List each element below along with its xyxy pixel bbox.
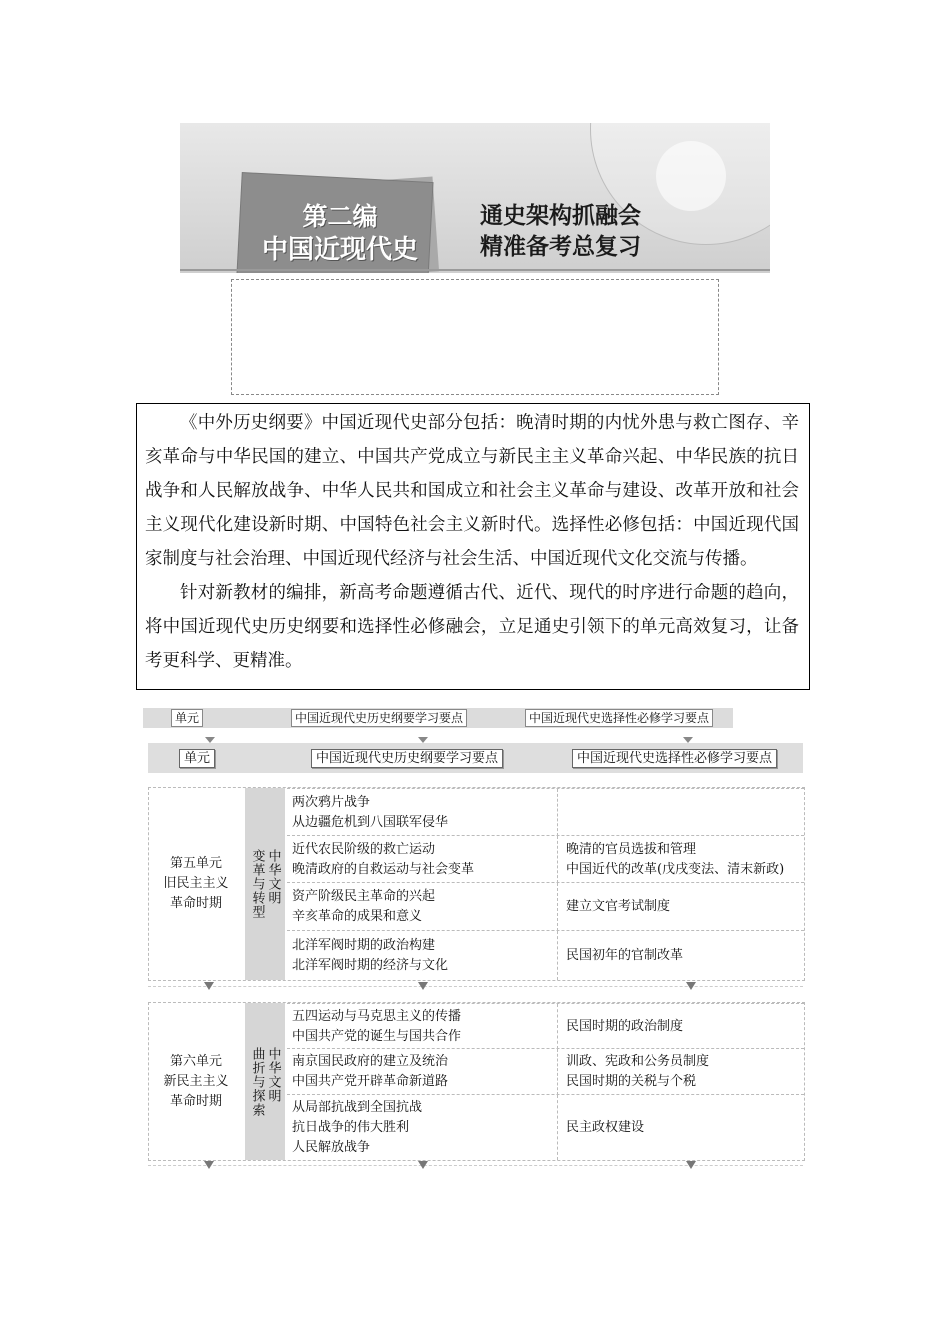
flow-arrows	[148, 1159, 803, 1173]
ghost-header-unit: 单元	[171, 709, 203, 727]
theme-column: 曲折与探索	[249, 1046, 265, 1117]
outline-cell	[287, 1095, 560, 1160]
header-outline: 中国近现代史历史纲要学习要点	[311, 749, 503, 768]
slogan-line-1: 通史架构抓融会	[480, 203, 641, 229]
banner-divider	[180, 269, 770, 271]
outline-item: 晚清政府的自救运动与社会变革	[292, 861, 475, 877]
theme-column: 变革与转型	[249, 849, 265, 919]
elective-item: 民国时期的政治制度	[566, 1018, 684, 1034]
header-pointer	[205, 737, 215, 743]
outline-item: 抗日战争的伟大胜利	[292, 1119, 410, 1135]
header-unit: 单元	[179, 749, 215, 768]
theme-column: 中华文明	[265, 1046, 281, 1103]
outline-cell	[287, 1049, 560, 1095]
elective-cell	[557, 931, 804, 980]
elective-cell	[557, 1004, 804, 1049]
outline-cell	[287, 931, 560, 980]
slogan	[480, 201, 641, 263]
subject-label: 中国近现代史	[261, 235, 418, 265]
table-header	[148, 743, 803, 773]
unit-name-cell	[149, 788, 243, 980]
flow-arrows	[148, 980, 803, 994]
elective-cell	[557, 1095, 804, 1160]
unit-name-line: 第五单元	[169, 856, 222, 871]
outline-item: 人民解放战争	[292, 1139, 371, 1155]
elective-item: 训政、宪政和公务员制度	[566, 1054, 710, 1069]
chapter-banner	[180, 123, 770, 273]
outline-item: 从边疆危机到八国联军侵华	[292, 814, 449, 830]
outline-cell	[287, 836, 560, 883]
outline-item: 两次鸦片战争	[292, 794, 371, 810]
header-pointer	[683, 737, 693, 743]
intro-box	[136, 403, 810, 690]
header-pointer	[418, 737, 428, 743]
outline-item: 从局部抗战到全国抗战	[292, 1099, 423, 1115]
unit-name-line: 旧民主主义	[163, 876, 229, 891]
table-row	[287, 882, 804, 931]
elective-item: 民国时期的关税与个税	[566, 1074, 697, 1089]
table-row	[287, 1048, 804, 1095]
unit-block-6	[148, 1002, 805, 1161]
intro-paragraph-1: 《中外历史纲要》中国近现代史部分包括：晚清时期的内忧外患与救亡图存、辛亥革命与中华民国的建立、中国共产党成立与新民主主义革命兴起、中华民族的抗日战争和人民解放战争、中华人民共和国成立和社会主义革命与建设、改革开放和社会主义现代化建设新时期、中国特色社会主义新时代。选择性必修包括：中国近现代国家制度与社会治理、中国近现代经济与社会生活、中国近现代文化交流与传播。	[145, 413, 799, 569]
header-elective: 中国近现代史选择性必修学习要点	[572, 749, 777, 768]
theme-cell	[245, 1003, 285, 1160]
outline-item: 北洋军阀时期的政治构建	[292, 937, 436, 953]
down-arrow-icon	[686, 982, 696, 990]
elective-cell	[557, 789, 804, 836]
unit-name-cell	[149, 1003, 243, 1160]
elective-cell	[557, 836, 804, 883]
outline-cell	[287, 883, 560, 931]
outline-item: 中国共产党的诞生与国共合作	[292, 1028, 462, 1044]
down-arrow-icon	[418, 1161, 428, 1169]
header-ghost-strip	[143, 708, 733, 728]
edition-label: 第二编	[302, 202, 378, 231]
outline-item: 辛亥革命的成果和意义	[292, 909, 423, 924]
table-row	[287, 930, 804, 980]
outline-item: 北洋军阀时期的经济与文化	[292, 957, 449, 973]
elective-item: 民主政权建设	[566, 1119, 645, 1135]
elective-cell	[557, 883, 804, 931]
unit-name-line: 革命时期	[169, 1093, 222, 1109]
elective-item: 中国近代的改革(戊戌变法、清末新政)	[566, 861, 785, 877]
elective-cell	[557, 1049, 804, 1095]
outline-item: 南京国民政府的建立及统治	[292, 1054, 449, 1069]
table-row	[287, 835, 804, 883]
intro-paragraph-2: 针对新教材的编排，新高考命题遵循古代、近代、现代的时序进行命题的趋向，将中国近现代史历史纲要和选择性必修融会，立足通史引领下的单元高效复习，让备考更科学、更精准。	[145, 583, 799, 671]
theme-column: 中华文明	[265, 849, 281, 905]
down-arrow-icon	[204, 982, 214, 990]
table-row	[287, 1003, 804, 1049]
elective-item: 晚清的官员选拔和管理	[566, 841, 697, 857]
unit-block-5	[148, 787, 805, 981]
outline-cell	[287, 789, 560, 836]
ghost-header-elective: 中国近现代史选择性必修学习要点	[525, 709, 713, 727]
outline-item: 资产阶级民主革命的兴起	[292, 889, 436, 904]
down-arrow-icon	[204, 1161, 214, 1169]
down-arrow-icon	[418, 982, 428, 990]
theme-cell	[245, 788, 285, 980]
unit-name-line: 第六单元	[169, 1053, 222, 1069]
down-arrow-icon	[686, 1161, 696, 1169]
unit-name-line: 新民主主义	[163, 1073, 229, 1089]
slogan-line-2: 精准备考总复习	[480, 234, 641, 260]
decorative-circle-small	[656, 141, 726, 211]
ghost-header-outline: 中国近现代史历史纲要学习要点	[291, 709, 467, 727]
elective-item: 建立文官考试制度	[566, 899, 671, 914]
elective-item: 民国初年的官制改革	[566, 947, 684, 963]
chapter-title	[250, 201, 430, 267]
blank-dashed-box	[231, 279, 719, 395]
outline-item: 五四运动与马克思主义的传播	[292, 1008, 462, 1024]
table-row	[287, 1094, 804, 1160]
outline-item: 中国共产党开辟革命新道路	[292, 1074, 449, 1089]
unit-name-line: 革命时期	[169, 896, 222, 911]
outline-cell	[287, 1004, 560, 1049]
outline-item: 近代农民阶级的救亡运动	[292, 841, 436, 857]
table-row	[287, 788, 804, 836]
